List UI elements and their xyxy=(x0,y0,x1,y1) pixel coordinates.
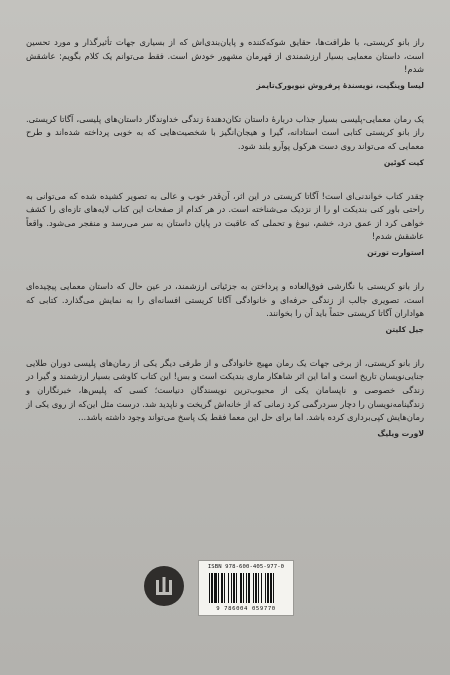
barcode-bar xyxy=(253,573,254,603)
ean-digits: 9 786004 059770 xyxy=(216,606,276,612)
review-text: راز بانو کریستی، از برخی جهات یک رمان مهیج خانوادگی و از طرفی دیگر یکی از رمان‌های پلیسی دوران طلایی جنایی‌نویسان تاریخ است و اما این اثر شاهکار ماری بندیکت است و بس! این کتاب کاوشی بسیار ارزشمند و گیرا در زندگی خصوصی و ناپسامان یکی از محبوب‌ترین نویسندگان دنیاست؛ کسی که پلیس‌ها، خبرنگاران و زندگینامه‌نویسان را دچار سردرگمی کرد زمانی که از خانه‌اش گریخت و ناپدید شد. درست مثل این‌که از روی یکی از رمان‌هایش کپی‌برداری کرده باشد. اما برای حل این معما فقط یک پاسخ می‌تواند وجود داشته باشد... xyxy=(26,357,424,423)
review-author: لاورت ویلیگ xyxy=(377,428,424,438)
review-1 xyxy=(26,36,424,91)
review-text: راز بانو کریستی با نگارشی فوق‌العاده و پرداختن به جزئیاتی ارزشمند، در عین حال که داستان معمایی پیچیده‌ای است، تصویری جالب از زندگی حرفه‌ای و خانوادگی آگاتا کریستی افسانه‌ای را به نمایش می‌گذارد. کتابی که هواداران آگاتا کریستی حتماً باید آن را بخوانند. xyxy=(26,280,424,319)
barcode-bar xyxy=(248,573,250,603)
barcode-bar xyxy=(255,573,257,603)
barcode-bar xyxy=(246,573,247,603)
review-author: کیت کوئین xyxy=(383,157,424,167)
barcode-bar xyxy=(273,573,274,603)
review-author: لیسا وینگیت، نویسنده‌ٔ پرفروش نیویورک‌تایمز xyxy=(256,80,424,90)
reviews-section xyxy=(26,36,424,453)
barcode-bar xyxy=(258,573,259,603)
review-text: چقدر کتاب خواندنی‌ای است! آگاتا کریستی در این اثر، آن‌قدر خوب و عالی به تصویر کشیده شده که می‌توانی به راحتی باور کنی بندیکت او را از نزدیک می‌شناخته است. در هر کدام از صفحات این کتاب لایه‌های تازه‌ای را کشف خواهی کرد از عمق درد، خشم، نبوغ و تحملی که عاقبت در پایان داستان به سر می‌رسد و منفجر می‌شود. واقعاً عاشقش شدم! xyxy=(26,190,424,242)
review-4 xyxy=(26,280,424,335)
review-5 xyxy=(26,357,424,439)
review-author: استوارت تورتن xyxy=(367,247,424,257)
barcode-bar xyxy=(214,573,217,603)
publisher-logo-glyph xyxy=(151,573,177,599)
barcode-bar xyxy=(228,573,229,603)
barcode-bar xyxy=(221,573,223,603)
barcode-bar xyxy=(209,573,210,603)
barcode-bar xyxy=(270,573,272,603)
review-text: راز بانو کریستی، با ظرافت‌ها، حقایق شوکه‌کننده و پایان‌بندی‌اش که از بسیاری جهات تأثیرگذار و مورد تحسین است، داستان معمایی بسیار ارزشمندی از قهرمان مشهور خودش است. فقط می‌توانم یک کلام بگویم: عاشقش شدم! xyxy=(26,37,424,75)
review-text: یک رمان معمایی-پلیسی بسیار جذاب درباره‌ٔ داستان تکان‌دهنده‌ٔ زندگی خداوندگار داستان‌های پلیسی، آگاتا کریستی. راز بانو کریستی کتابی است استادانه، گیرا و هیجان‌انگیز با شخصیت‌هایی که به خوبی پرداخته شده‌اند و طرح معمایی که می‌تواند روی دست هرکول پوآرو بلند شود. xyxy=(26,113,424,151)
barcode-bar xyxy=(231,573,232,603)
barcode-bar xyxy=(224,573,225,603)
barcode-bar xyxy=(218,573,219,603)
barcode-box xyxy=(198,560,294,616)
barcode-bar xyxy=(211,573,213,603)
barcode-bar xyxy=(243,573,244,603)
barcode-bar xyxy=(265,573,266,603)
isbn-label: ISBN 978-600-405-977-0 xyxy=(207,564,285,570)
barcode-bar xyxy=(233,573,235,603)
publisher-logo-icon xyxy=(144,566,184,606)
barcode-icon xyxy=(209,573,285,603)
barcode-bar xyxy=(267,573,269,603)
barcode-bar xyxy=(240,573,242,603)
review-author: جیل کلیتن xyxy=(385,324,424,334)
review-3 xyxy=(26,190,424,258)
review-2 xyxy=(26,113,424,168)
cover-footer xyxy=(0,548,450,628)
barcode-bar xyxy=(261,573,262,603)
barcode-bar xyxy=(236,573,237,603)
